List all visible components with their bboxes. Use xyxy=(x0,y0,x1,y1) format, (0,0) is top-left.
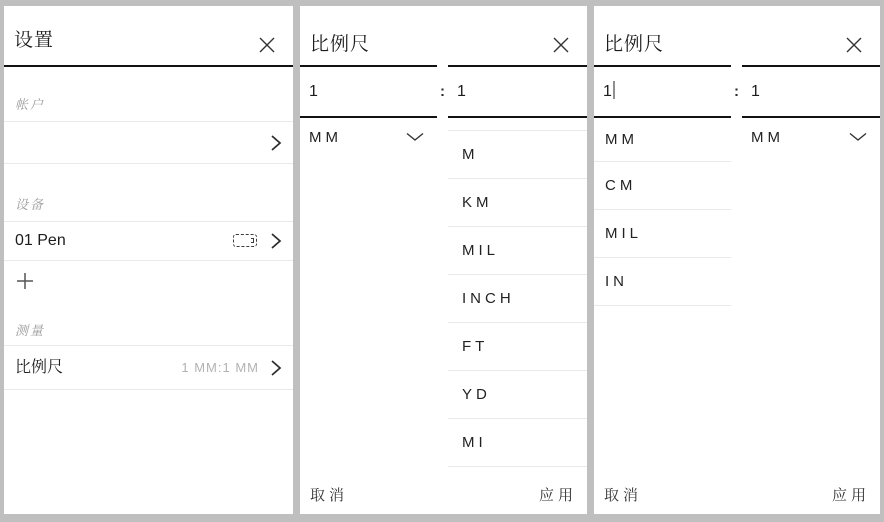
battery-nub xyxy=(251,238,254,243)
title-underline xyxy=(448,65,587,67)
title-underline xyxy=(300,65,437,67)
add-device-button[interactable] xyxy=(16,272,34,290)
scale-dialog-left-unit-open xyxy=(594,6,880,514)
unit-option[interactable]: M xyxy=(448,131,587,179)
ratio-separator: : xyxy=(440,83,445,100)
divider xyxy=(4,260,293,261)
left-unit-selected: MM xyxy=(309,128,342,146)
chevron-down-icon xyxy=(848,132,868,142)
right-unit-dropdown xyxy=(448,118,587,467)
dialog-actions xyxy=(594,474,880,514)
account-row[interactable] xyxy=(4,122,293,163)
right-unit-selector[interactable] xyxy=(742,118,880,156)
unit-option-partial[interactable] xyxy=(448,118,587,131)
text-caret xyxy=(613,81,615,99)
dialog-title: 比例尺 xyxy=(310,34,371,55)
cancel-button[interactable]: 取消 xyxy=(310,486,349,504)
chevron-right-icon xyxy=(270,134,282,152)
scale-dialog-right-unit-open xyxy=(300,6,587,514)
settings-panel xyxy=(4,6,293,514)
ratio-right-input[interactable] xyxy=(448,68,587,116)
title-underline xyxy=(742,65,880,67)
account-section-label: 帐户 xyxy=(15,97,46,112)
unit-option[interactable]: MIL xyxy=(448,227,587,275)
unit-option[interactable]: YD xyxy=(448,371,587,419)
unit-option[interactable]: KM xyxy=(448,179,587,227)
right-unit-selected: MM xyxy=(751,128,784,146)
settings-title: 设置 xyxy=(14,30,55,51)
scale-value: 1 MM:1 MM xyxy=(181,360,259,375)
title-underline xyxy=(4,65,293,67)
ratio-separator: : xyxy=(734,83,739,100)
ratio-left-input[interactable] xyxy=(300,68,437,116)
cancel-button[interactable]: 取消 xyxy=(604,486,643,504)
divider xyxy=(4,163,293,164)
chevron-right-icon xyxy=(270,232,282,250)
dialog-actions xyxy=(300,474,587,514)
left-unit-selector[interactable] xyxy=(300,118,437,156)
scale-row[interactable] xyxy=(4,346,293,389)
unit-option[interactable]: MI xyxy=(448,419,587,467)
left-unit-dropdown xyxy=(594,118,731,306)
unit-option[interactable]: IN xyxy=(594,258,731,306)
device-section-label: 设备 xyxy=(15,197,46,212)
close-icon[interactable] xyxy=(257,35,277,55)
device-row[interactable] xyxy=(4,222,293,260)
unit-option[interactable]: MM xyxy=(594,118,731,162)
ratio-left-value: 1 xyxy=(603,83,612,100)
apply-button[interactable]: 应用 xyxy=(831,486,870,504)
unit-option[interactable]: INCH xyxy=(448,275,587,323)
device-name: 01 Pen xyxy=(15,232,66,249)
ratio-left-value: 1 xyxy=(309,83,318,100)
measure-section-label: 测量 xyxy=(15,323,46,338)
scale-label: 比例尺 xyxy=(15,359,64,376)
close-icon[interactable] xyxy=(551,35,571,55)
unit-option[interactable]: CM xyxy=(594,162,731,210)
divider xyxy=(4,389,293,390)
ratio-right-value: 1 xyxy=(751,83,760,100)
title-underline xyxy=(594,65,731,67)
chevron-right-icon xyxy=(270,359,282,377)
close-icon[interactable] xyxy=(844,35,864,55)
ratio-right-value: 1 xyxy=(457,83,466,100)
dialog-title: 比例尺 xyxy=(604,34,665,55)
chevron-down-icon xyxy=(405,132,425,142)
unit-option[interactable]: MIL xyxy=(594,210,731,258)
unit-option[interactable]: FT xyxy=(448,323,587,371)
ratio-left-input[interactable] xyxy=(594,68,731,116)
ratio-right-input[interactable] xyxy=(742,68,880,116)
apply-button[interactable]: 应用 xyxy=(538,486,577,504)
battery-icon xyxy=(233,234,257,247)
